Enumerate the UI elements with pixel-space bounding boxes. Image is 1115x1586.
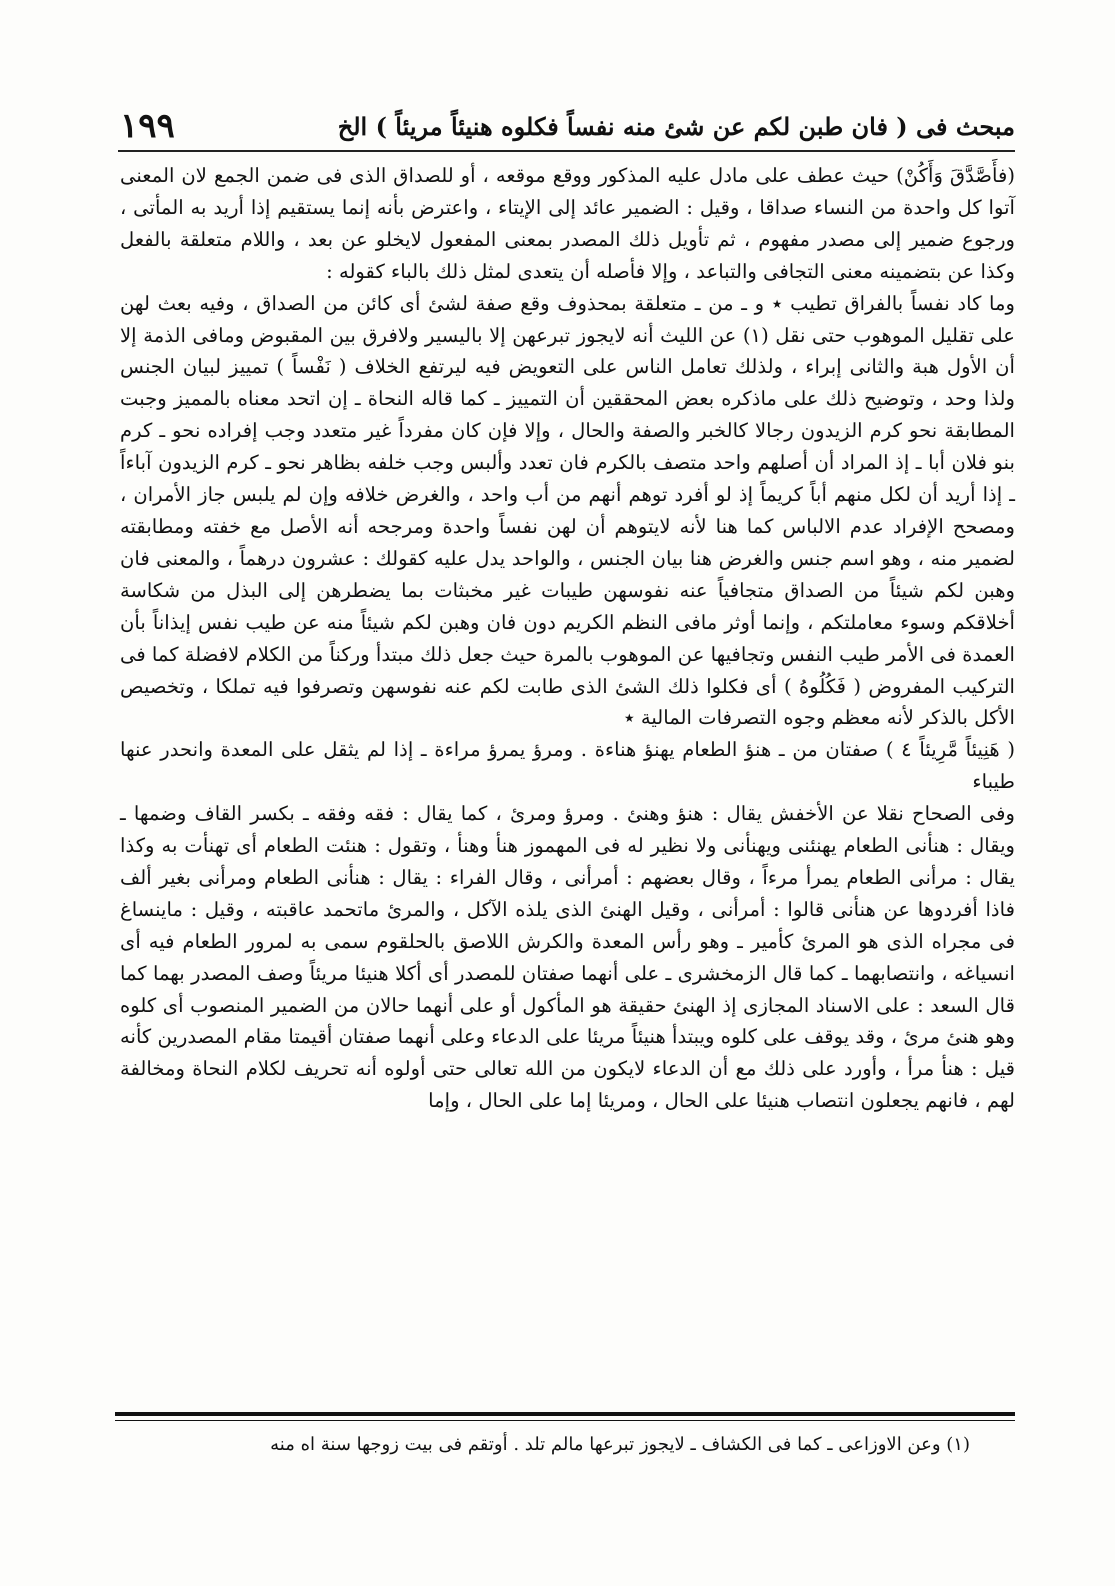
paragraph: (فأَصَّدَّقَ وَأَكُنْ) حيث عطف على مادل عليه المذكور ووقع موقعه ، أو للصداق الذى فى ضمن الجمع لان المعنى آتوا كل واحدة من النساء صداقا ، وقيل : الضمير عائد إلى الإيتاء ، واعترض بأنه إنما يستقيم إذا أريد به المأتى ، ورجوع ضمير إلى مصدر مفهوم ، ثم تأويل ذلك المصدر بمعنى المفعول لايخلو عن بعد ، واللام متعلقة بالفعل وكذا عن بتضمينه معنى التجافى والتباعد ، وإلا فأصله أن يتعدى لمثل ذلك بالباء كقوله : [120,164,1015,283]
page-number: ١٩٩ [120,106,175,146]
running-header [120,96,1015,156]
paragraph: ( هَنِيئاً مَّرِيئاً ٤ ) صفتان من ـ هنؤ الطعام يهنؤ هناءة . ومرؤ يمرؤ مراءة ـ إذا لم يثقل على المعدة وانحدر عنها طيباء [120,738,1015,794]
header-title: مبحث فى ( فان طبن لكم عن شئ منه نفساً فكلوه هنيئاً مريئاً ) الخ [337,111,1015,141]
paragraph: وما كاد نفساً بالفراق تطيب ٭ و ـ من ـ متعلقة بمحذوف وقع صفة لشئ أى كائن من الصداق ، وفيه بعث لهن على تقليل الموهوب حتى نقل (١) عن الليث أنه لايجوز تبرعهن إلا باليسير ولافرق بين المقبوض ومافى الذمة إلا أن الأول هبة والثانى إبراء ، ولذلك تعامل الناس على التعويض فيه ليرتفع الخلاف ( نَفْساً ) تمييز لبيان الجنس ولذا وحد ، وتوضيح ذلك على ماذكره بعض المحققين أن التمييز ـ كما قاله النحاة ـ إن اتحد معناه بالمميز وجبت المطابقة نحو كرم الزيدون رجالا كالخبر والصفة والحال ، وإلا فإن كان مفرداً غير متعدد وجب إفراده نحو ـ كرم بنو فلان أبا ـ إذ المراد أن أصلهم واحد متصف بالكرم فان تعدد وألبس وجب خلفه بظاهر نحو ـ كرم الزيدون آباءاً ـ إذا أريد أن لكل منهم أباً كريماً إذ لو أفرد توهم أنهم من أب واحد ، والغرض خلافه وإن لم يلبس جاز الأمران ، ومصحح الإفراد عدم الالباس كما هنا لأنه لايتوهم أن لهن نفساً واحدة ومرجحه أنه الأصل مع خفته ومطابقته لضمير منه ، وهو اسم جنس والغرض هنا بيان الجنس ، والواحد يدل عليه كقولك : عشرون درهماً ، والمعنى فان وهبن لكم شيئاً من الصداق متجافياً عنه نفوسهن طيبات غير مخبثات بما يضطرهن إلى البذل من شكاسة أخلاقكم وسوء معاملتكم ، وإنما أوثر مافى النظم الكريم دون فان وهبن لكم شيئاً منه عن طيب نفس إيذاناً بأن العمدة فى الأمر طيب النفس وتجافيها عن الموهوب بالمرة حيث جعل ذلك مبتدأ وركناً من الكلام لافضلة كما فى التركيب المفروض ( فَكُلُوهُ ) أى فكلوا ذلك الشئ الذى طابت لكم عنه نفوسهن وتصرفوا فيه تملكا ، وتخصيص الأكل بالذكر لأنه معظم وجوه التصرفات المالية ٭ [120,291,1015,730]
footnote-divider-thick [115,1412,1015,1416]
footnote-divider-thin [115,1420,1015,1421]
footnote: (١) وعن الاوزاعى ـ كما فى الكشاف ـ لايجوز تبرعها مالم تلد . أوتقم فى بيت زوجها سنة اه منه [270,1434,970,1455]
paragraph: وفى الصحاح نقلا عن الأخفش يقال : هنؤ وهنئ . ومرؤ ومرئ ، كما يقال : فقه وفقه ـ بكسر القاف وضمها ـ ويقال : هنأنى الطعام يهنئنى ويهنأنى ولا نظير له فى المهموز هنأ وهنأ ، وتقول : هنئت الطعام أى تهنأت به وكذا يقال : مرأنى الطعام يمرأ مرءاً ، وقال بعضهم : أمرأنى ، وقال الفراء : يقال : هنأنى الطعام ومرأنى بغير ألف فاذا أفردوها عن هنأنى قالوا : أمرأنى ، وقيل الهنئ الذى يلذه الآكل ، والمرئ ماتحمد عاقبته ، وقيل : ماينساغ فى مجراه الذى هو المرئ كأمير ـ وهو رأس المعدة والكرش اللاصق بالحلقوم سمى به لمرور الطعام فيه أى انسياغه ، وانتصابهما ـ كما قال الزمخشرى ـ على أنهما صفتان للمصدر أى أكلا هنيئا مريئاً وصف المصدر بهما كما قال السعد : على الاسناد المجازى إذ الهنئ حقيقة هو المأكول أو على أنهما حالان من الضمير المنصوب أى كلوه وهو هنئ مرئ ، وقد يوقف على كلوه ويبتدأ هنيئاً مريئا على الدعاء وعلى أنهما صفتان أقيمتا مقام المصدرين كأنه قيل : هنأ مرأ ، وأورد على ذلك مع أن الدعاء لايكون من الله تعالى حتى أولوه أنه تحريف لكلام النحاة ومخالفة لهم ، فانهم يجعلون انتصاب هنيئا على الحال ، ومريئا إما على الحال ، وإما [120,802,1015,1113]
main-text [120,160,1015,1117]
header-divider [118,150,1015,152]
